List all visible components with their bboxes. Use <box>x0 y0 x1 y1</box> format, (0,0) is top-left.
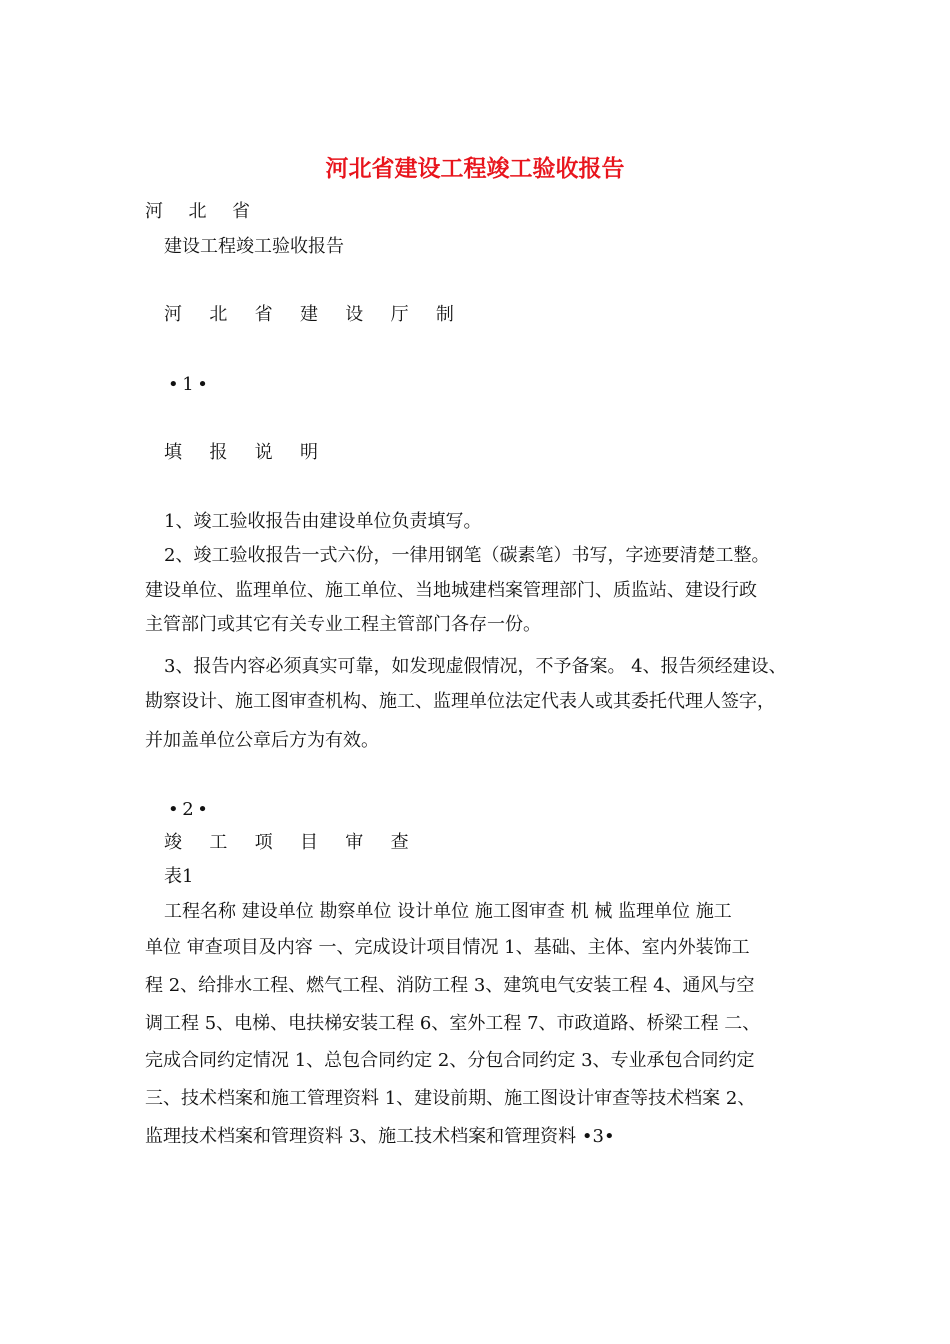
cover-issuer: 河 北 省 建 设 厅 制 <box>164 304 465 325</box>
review-line: 三、技术档案和施工管理资料 1、建设前期、施工图设计审查等技术档案 2、 <box>145 1088 756 1109</box>
instruction-line: 勘察设计、施工图审查机构、施工、监理单位法定代表人或其委托代理人签字， <box>145 691 775 712</box>
review-line: 调工程 5、电梯、电扶梯安装工程 6、室外工程 7、市政道路、桥梁工程 二、 <box>145 1013 761 1034</box>
page-number-2: •2• <box>168 799 212 820</box>
cover-province: 河 北 省 <box>145 201 260 222</box>
instruction-line: 并加盖单位公章后方为有效。 <box>145 730 379 751</box>
instruction-line: 2、竣工验收报告一式六份，一律用钢笔（碳素笔）书写，字迹要清楚工整。 <box>164 545 770 566</box>
cover-report-name: 建设工程竣工验收报告 <box>164 236 344 257</box>
review-line: 程 2、给排水工程、燃气工程、消防工程 3、建筑电气安装工程 4、通风与空 <box>145 975 755 996</box>
review-line: 完成合同约定情况 1、总包合同约定 2、分包合同约定 3、专业承包合同约定 <box>145 1050 755 1071</box>
page-number-1: •1• <box>168 374 212 395</box>
review-line: 监理技术档案和管理资料 3、施工技术档案和管理资料 •3• <box>145 1126 615 1147</box>
instruction-line: 主管部门或其它有关专业工程主管部门各存一份。 <box>145 614 541 635</box>
review-heading: 竣 工 项 目 审 查 <box>164 832 420 853</box>
instruction-line: 建设单位、监理单位、施工单位、当地城建档案管理部门、质监站、建设行政 <box>145 580 757 601</box>
instruction-line: 1、竣工验收报告由建设单位负责填写。 <box>164 511 482 532</box>
instructions-heading: 填 报 说 明 <box>164 442 329 463</box>
review-line: 单位 审查项目及内容 一、完成设计项目情况 1、基础、主体、室内外装饰工 <box>145 937 750 958</box>
instruction-line: 3、报告内容必须真实可靠，如发现虚假情况，不予备案。 4、报告须经建设、 <box>164 656 787 677</box>
document-title: 河北省建设工程竣工验收报告 <box>325 155 625 182</box>
review-line: 工程名称 建设单位 勘察单位 设计单位 施工图审查 机 械 监理单位 施工 <box>164 901 732 922</box>
table-label: 表1 <box>164 866 194 887</box>
